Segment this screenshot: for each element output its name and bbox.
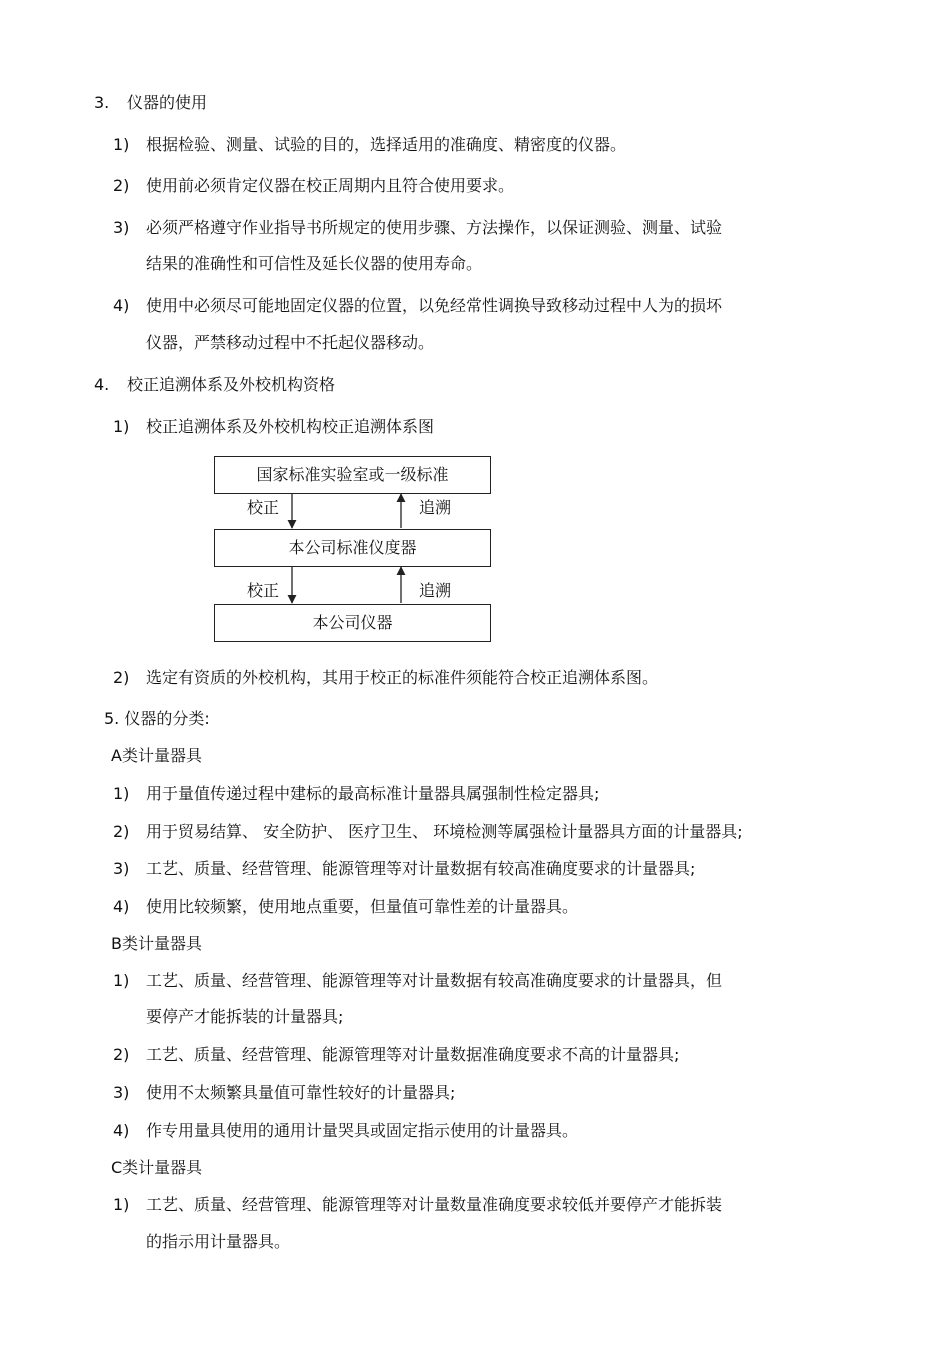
- item-text: 的指示用计量器具。: [146, 1232, 291, 1251]
- item-number: 1): [113, 784, 130, 803]
- item-number: 2): [113, 1045, 130, 1064]
- item-text: 要停产才能拆装的计量器具;: [146, 1007, 344, 1026]
- item-number: 1): [113, 417, 130, 436]
- company-instrument-box: 本公司仪器: [214, 604, 491, 642]
- class-title: C类计量器具: [111, 1158, 203, 1177]
- item-text: 必须严格遵守作业指导书所规定的使用步骤、方法操作，以保证测验、测量、试验: [146, 218, 723, 237]
- item-text: 工艺、质量、经营管理、能源管理等对计量数据有较高准确度要求的计量器具，但: [146, 971, 723, 990]
- item-number: 2): [113, 668, 130, 687]
- item-number: 3): [113, 218, 130, 237]
- national-standard-box: 国家标准实验室或一级标准: [214, 456, 491, 494]
- item-number: 2): [113, 822, 130, 841]
- calibrate-label: 校正: [247, 581, 280, 600]
- item-number: 3): [113, 1083, 130, 1102]
- company-standard-box: 本公司标准仪度器: [214, 529, 491, 567]
- item-text: 选定有资质的外校机构，其用于校正的标准件须能符合校正追溯体系图。: [146, 668, 659, 687]
- item-text: 工艺、质量、经营管理、能源管理等对计量数据准确度要求不高的计量器具;: [146, 1045, 680, 1064]
- item-number: 4): [113, 897, 130, 916]
- item-text: 用于贸易结算、 安全防护、 医疗卫生、 环境检测等属强检计量器具方面的计量器具;: [146, 822, 743, 841]
- item-number: 1): [113, 135, 130, 154]
- section-title: 校正追溯体系及外校机构资格: [127, 375, 336, 394]
- item-text: 使用前必须肯定仪器在校正周期内且符合使用要求。: [146, 176, 515, 195]
- item-number: 3): [113, 859, 130, 878]
- trace-label: 追溯: [419, 498, 452, 517]
- calibrate-label: 校正: [247, 498, 280, 517]
- section-number: 3.: [94, 93, 110, 112]
- section-title: 仪器的使用: [127, 93, 208, 112]
- item-number: 1): [113, 1195, 130, 1214]
- item-number: 1): [113, 971, 130, 990]
- item-text: 使用中必须尽可能地固定仪器的位置，以免经常性调换导致移动过程中人为的损坏: [146, 296, 723, 315]
- trace-label: 追溯: [419, 581, 452, 600]
- section-title: 5. 仪器的分类:: [104, 709, 210, 728]
- item-text: 仪器，严禁移动过程中不托起仪器移动。: [146, 333, 435, 352]
- class-title: B类计量器具: [111, 934, 202, 953]
- item-text: 使用比较频繁，使用地点重要，但量值可靠性差的计量器具。: [146, 897, 579, 916]
- item-text: 工艺、质量、经营管理、能源管理等对计量数据有较高准确度要求的计量器具;: [146, 859, 696, 878]
- item-text: 用于量值传递过程中建标的最高标准计量器具属强制性检定器具;: [146, 784, 600, 803]
- class-title: A类计量器具: [111, 746, 202, 765]
- item-text: 校正追溯体系及外校机构校正追溯体系图: [146, 417, 435, 436]
- item-text: 根据检验、测量、试验的目的，选择适用的准确度、精密度的仪器。: [146, 135, 627, 154]
- item-number: 4): [113, 1121, 130, 1140]
- item-number: 2): [113, 176, 130, 195]
- item-number: 4): [113, 296, 130, 315]
- item-text: 使用不太频繁具量值可靠性较好的计量器具;: [146, 1083, 456, 1102]
- section-number: 4.: [94, 375, 110, 394]
- item-text: 工艺、质量、经营管理、能源管理等对计量数量准确度要求较低并要停产才能拆装: [146, 1195, 723, 1214]
- item-text: 结果的准确性和可信性及延长仪器的使用寿命。: [146, 254, 483, 273]
- item-text: 作专用量具使用的通用计量哭具或固定指示使用的计量器具。: [146, 1121, 579, 1140]
